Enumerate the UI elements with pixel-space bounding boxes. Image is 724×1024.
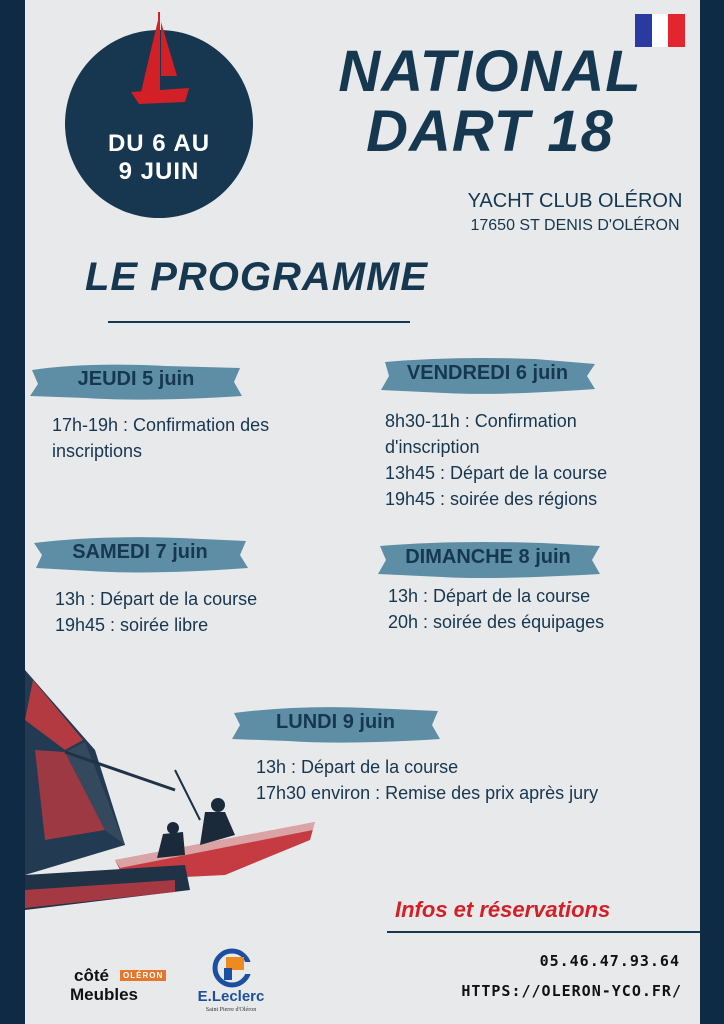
day-label-text: VENDREDI 6 juin xyxy=(406,362,569,384)
cote-logo-line1: côté xyxy=(74,966,109,985)
schedule-item: d'inscription xyxy=(385,437,480,457)
cote-logo-badge: OLÉRON xyxy=(120,970,166,981)
schedule-item: 19h45 : soirée libre xyxy=(55,615,209,635)
day-label-text: JEUDI 5 juin xyxy=(77,368,195,390)
day-label-jeudi xyxy=(26,362,246,402)
club-name: YACHT CLUB OLÉRON xyxy=(467,190,683,212)
cote-logo-line2: Meubles xyxy=(70,985,139,1004)
schedule-item: 13h : Départ de la course xyxy=(55,589,258,609)
schedule-item: 17h30 environ : Remise des prix après jury xyxy=(256,783,599,803)
day-items-vendredi xyxy=(385,408,607,512)
event-title xyxy=(270,39,710,164)
cote-meubles-logo xyxy=(70,966,170,1010)
schedule-item: 13h45 : Départ de la course xyxy=(385,463,608,483)
schedule-item: inscriptions xyxy=(52,441,143,461)
leclerc-name: E.Leclerc xyxy=(197,988,265,1005)
day-label-text: LUNDI 9 juin xyxy=(276,711,395,733)
day-items-dimanche xyxy=(388,583,604,635)
day-label-text: DIMANCHE 8 juin xyxy=(405,546,571,568)
day-items-jeudi xyxy=(52,412,269,464)
heading-divider xyxy=(108,321,410,323)
day-label-text: SAMEDI 7 juin xyxy=(72,541,208,563)
website-link[interactable]: HTTPS://OLERON-YCO.FR/ xyxy=(461,982,682,1000)
event-dates xyxy=(65,130,253,186)
day-label-lundi xyxy=(228,705,443,745)
schedule-item: 13h : Départ de la course xyxy=(388,586,591,606)
date-badge xyxy=(65,30,253,218)
programme-heading: LE PROGRAMME xyxy=(85,255,429,299)
day-label-samedi xyxy=(30,535,250,575)
day-label-vendredi xyxy=(375,356,600,396)
leclerc-logo xyxy=(190,948,272,1016)
day-items-lundi xyxy=(256,754,598,806)
day-items-samedi xyxy=(55,586,257,638)
day-label-dimanche xyxy=(372,540,604,580)
event-title-line2: DART 18 xyxy=(366,99,614,164)
schedule-item: 8h30-11h : Confirmation xyxy=(385,411,577,431)
schedule-item: 20h : soirée des équipages xyxy=(388,612,605,632)
event-title-line1: NATIONAL xyxy=(338,39,642,104)
event-dates-line1: DU 6 AU xyxy=(107,130,211,157)
schedule-item: 13h : Départ de la course xyxy=(256,757,459,777)
club-address: 17650 ST DENIS D'OLÉRON xyxy=(470,217,680,234)
infos-divider xyxy=(387,931,700,933)
infos-heading: Infos et réservations xyxy=(395,897,611,922)
event-dates-line2: 9 JUIN xyxy=(118,158,200,185)
leclerc-subtitle: Saint Pierre d'Oléron xyxy=(205,1007,257,1013)
schedule-item: 19h45 : soirée des régions xyxy=(385,489,598,509)
schedule-item: 17h-19h : Confirmation des xyxy=(52,415,270,435)
sailboat-icon xyxy=(125,12,205,116)
phone-number[interactable]: 05.46.47.93.64 xyxy=(539,952,680,970)
leclerc-logo-icon xyxy=(212,948,252,988)
